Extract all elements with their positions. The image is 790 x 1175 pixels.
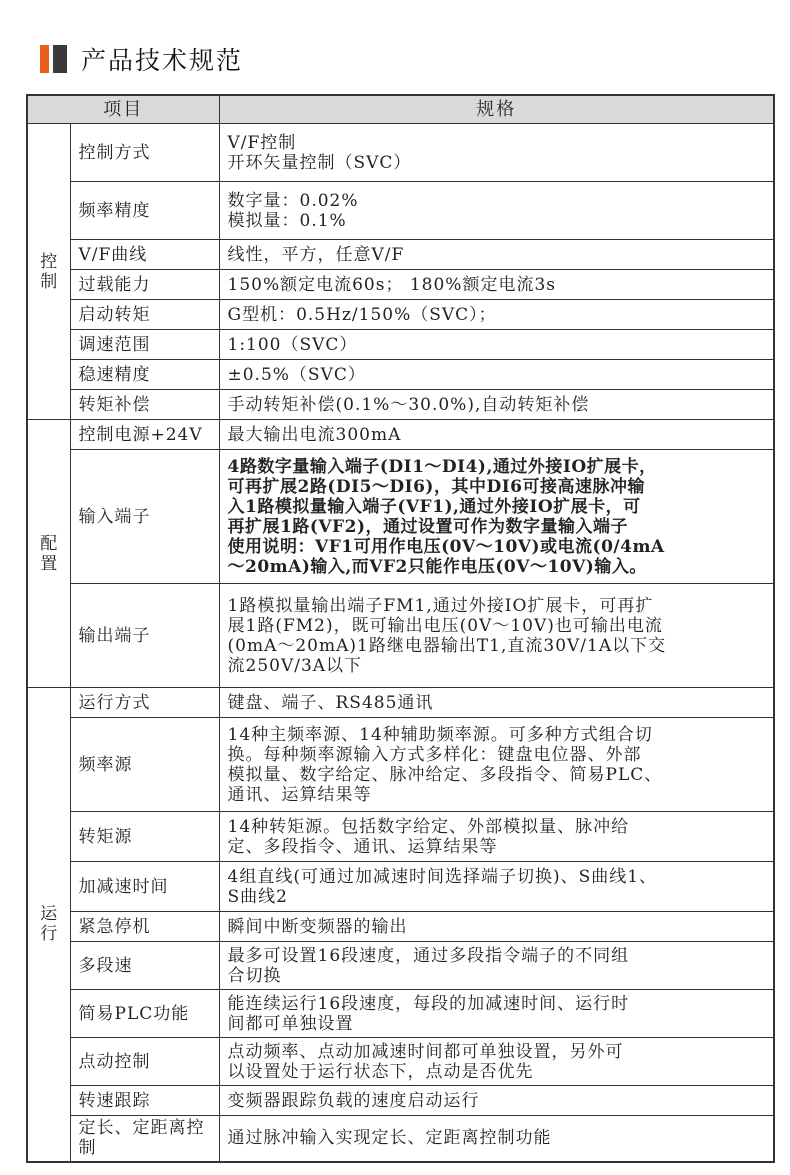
spec-line: 流250V/3A以下 — [227, 655, 363, 676]
table-row — [27, 812, 774, 862]
spec-line: 通讯、运算结果等 — [227, 784, 372, 805]
item-name: 简易PLC功能 — [70, 990, 219, 1038]
spec-line: 变频器跟踪负载的速度启动运行 — [227, 1090, 480, 1111]
spec-line: 再扩展1路(VF2)，通过设置可作为数字量输入端子 — [227, 516, 629, 537]
item-spec — [219, 124, 774, 182]
item-name: 输出端子 — [70, 584, 219, 688]
title-accent-orange — [40, 45, 49, 73]
item-name: 控制电源+24V — [70, 420, 219, 450]
table-row — [27, 450, 774, 584]
spec-line: 线性，平方，任意V/F — [227, 244, 405, 265]
spec-line: 入1路模拟量输入端子(VF1),通过外接IO扩展卡，可 — [227, 496, 641, 517]
spec-line: 150%额定电流60s； 180%额定电流3s — [227, 274, 557, 295]
spec-line: 可再扩展2路(DI5～DI6)，其中DI6可接高速脉冲输 — [227, 476, 645, 497]
spec-line: 1路模拟量输出端子FM1,通过外接IO扩展卡，可再扩 — [227, 595, 654, 616]
item-name: 多段速 — [70, 942, 219, 990]
item-spec — [219, 688, 774, 718]
item-spec — [219, 420, 774, 450]
spec-line: 以设置处于运行状态下，点动是否优先 — [227, 1061, 534, 1082]
item-spec — [219, 912, 774, 942]
spec-line: 手动转矩补偿(0.1%～30.0%),自动转矩补偿 — [227, 394, 590, 415]
spec-line: ±0.5%（SVC） — [227, 364, 366, 385]
spec-line: 展1路(FM2)，既可输出电压(0V～10V)也可输出电流 — [227, 615, 663, 636]
spec-line: 1:100（SVC） — [227, 334, 358, 355]
table-row — [27, 182, 774, 240]
group-label-run: 运行 — [27, 688, 70, 1162]
table-row — [27, 420, 774, 450]
spec-line: V/F控制 — [227, 132, 297, 153]
item-spec — [219, 182, 774, 240]
table-row — [27, 718, 774, 812]
item-name: V/F曲线 — [70, 240, 219, 270]
section-title-bar — [40, 42, 243, 76]
table-row — [27, 240, 774, 270]
spec-line: 瞬间中断变频器的输出 — [227, 916, 408, 937]
table-row — [27, 584, 774, 688]
table-row — [27, 862, 774, 912]
item-spec — [219, 584, 774, 688]
header-spec: 规格 — [219, 95, 774, 124]
spec-line: S曲线2 — [227, 886, 288, 907]
group-label-control: 控制 — [27, 124, 70, 420]
spec-line: 点动频率、点动加减速时间都可单独设置，另外可 — [227, 1041, 624, 1062]
item-name: 输入端子 — [70, 450, 219, 584]
spec-line: 14种转矩源。包括数字给定、外部模拟量、脉冲给 — [227, 816, 630, 837]
table-row — [27, 912, 774, 942]
spec-line: (0mA～20mA)1路继电器输出T1,直流30V/1A以下交 — [227, 635, 667, 656]
spec-line: 最多可设置16段速度，通过多段指令端子的不同组 — [227, 945, 630, 966]
item-name: 调速范围 — [70, 330, 219, 360]
spec-line: 使用说明：VF1可用作电压(0V～10V)或电流(0/4mA — [227, 536, 665, 557]
table-row — [27, 1116, 774, 1162]
item-spec — [219, 1038, 774, 1086]
item-spec — [219, 360, 774, 390]
item-spec — [219, 862, 774, 912]
page-title: 产品技术规范 — [81, 46, 244, 75]
item-name: 运行方式 — [70, 688, 219, 718]
item-name: 过载能力 — [70, 270, 219, 300]
item-spec — [219, 330, 774, 360]
item-spec — [219, 812, 774, 862]
group-label-config: 配置 — [27, 420, 70, 688]
spec-line: 换。每种频率源输入方式多样化：键盘电位器、外部 — [227, 744, 642, 765]
item-spec — [219, 990, 774, 1038]
item-spec — [219, 300, 774, 330]
table-row — [27, 1086, 774, 1116]
table-row — [27, 124, 774, 182]
table-row — [27, 300, 774, 330]
table-row — [27, 390, 774, 420]
spec-line: 14种主频率源、14种辅助频率源。可多种方式组合切 — [227, 724, 653, 745]
item-name: 稳速精度 — [70, 360, 219, 390]
header-item: 项目 — [27, 95, 219, 124]
item-spec — [219, 1086, 774, 1116]
spec-line: 合切换 — [227, 965, 282, 986]
spec-line: 通过脉冲输入实现定长、定距离控制功能 — [227, 1128, 552, 1149]
spec-line: 模拟量、数字给定、脉冲给定、多段指令、简易PLC、 — [227, 764, 663, 785]
spec-line: 数字量：0.02% — [227, 190, 359, 211]
spec-line: 4组直线(可通过加减速时间选择端子切换)、S曲线1、 — [227, 866, 658, 887]
table-row — [27, 360, 774, 390]
item-name: 点动控制 — [70, 1038, 219, 1086]
spec-line: ～20mA)输入,而VF2只能作电压(0V～10V)输入。 — [227, 556, 647, 577]
spec-line: 间都可单独设置 — [227, 1013, 354, 1034]
item-spec — [219, 942, 774, 990]
table-row — [27, 942, 774, 990]
item-name: 频率精度 — [70, 182, 219, 240]
item-name: 定长、定距离控制 — [70, 1116, 219, 1162]
item-name: 转矩源 — [70, 812, 219, 862]
item-spec — [219, 390, 774, 420]
item-spec — [219, 718, 774, 812]
item-spec — [219, 1116, 774, 1162]
table-row — [27, 688, 774, 718]
spec-line: 开环矢量控制（SVC） — [227, 152, 412, 173]
spec-line: 模拟量：0.1% — [227, 210, 347, 231]
spec-line: 键盘、端子、RS485通讯 — [227, 692, 434, 713]
spec-line: G型机：0.5Hz/150%（SVC）； — [227, 304, 497, 325]
item-name: 控制方式 — [70, 124, 219, 182]
item-spec — [219, 270, 774, 300]
item-name: 转速跟踪 — [70, 1086, 219, 1116]
table-row — [27, 1038, 774, 1086]
item-name: 启动转矩 — [70, 300, 219, 330]
item-spec — [219, 240, 774, 270]
item-name: 频率源 — [70, 718, 219, 812]
spec-line: 能连续运行16段速度，每段的加减速时间、运行时 — [227, 993, 630, 1014]
item-spec — [219, 450, 774, 584]
spec-line: 定、多段指令、通讯、运算结果等 — [227, 836, 498, 857]
spec-line: 4路数字量输入端子(DI1～DI4),通过外接IO扩展卡， — [227, 456, 657, 477]
table-row — [27, 270, 774, 300]
item-name: 紧急停机 — [70, 912, 219, 942]
item-name: 转矩补偿 — [70, 390, 219, 420]
spec-line: 最大输出电流300mA — [227, 424, 402, 445]
table-row — [27, 990, 774, 1038]
table-row — [27, 330, 774, 360]
item-name: 加减速时间 — [70, 862, 219, 912]
title-accent-gray — [53, 45, 67, 73]
spec-table — [26, 94, 775, 1163]
table-header-row — [27, 95, 774, 124]
